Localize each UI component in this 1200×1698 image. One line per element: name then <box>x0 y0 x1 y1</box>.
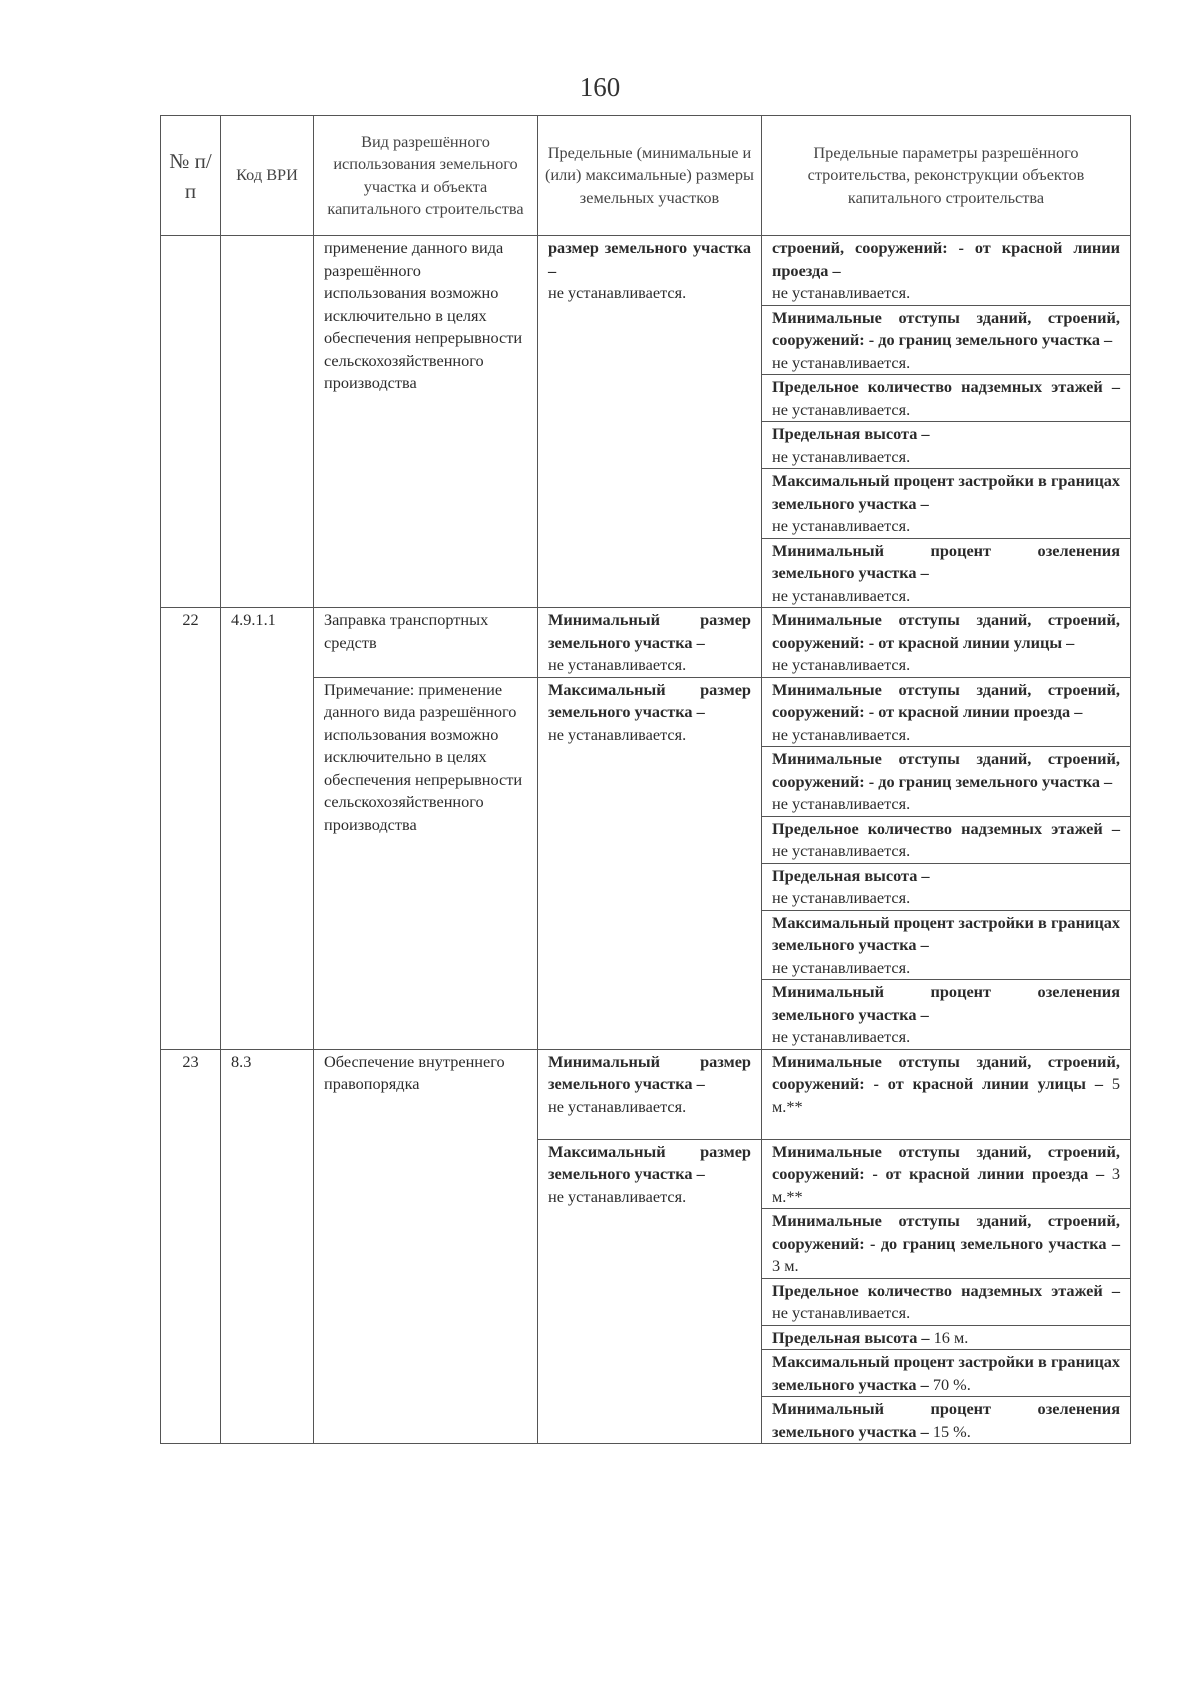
param-label: Предельная высота – <box>772 865 930 885</box>
param-value: 3 м. <box>772 1256 799 1275</box>
table-row <box>161 1049 1131 1139</box>
header-row <box>161 116 1131 236</box>
param-value: не устанавливается. <box>772 399 911 419</box>
param-value: не устанавливается. <box>772 655 911 674</box>
header-params: Предельные параметры разрешённого строительства, реконструкции объектов капитального строительства <box>762 116 1131 236</box>
param-value: не устанавливается. <box>772 724 911 744</box>
cell-param <box>762 1049 1131 1139</box>
cell-size <box>538 236 762 608</box>
param-label: Минимальные отступы зданий, строений, сооружений: - от красной линии улицы – <box>772 1051 1120 1093</box>
param-value: не устанавливается. <box>772 957 911 977</box>
param-label: Минимальные отступы зданий, строений, сооружений: - от красной линии проезда – <box>772 1141 1120 1183</box>
header-sizes: Предельные (минимальные и (или) максимальные) размеры земельных участков <box>538 116 762 236</box>
cell-code: 8.3 <box>221 1049 314 1444</box>
param-label: Минимальные отступы зданий, строений, сооружений: - до границ земельного участка – <box>772 307 1120 349</box>
regulations-table <box>160 115 1131 1444</box>
cell-param <box>762 863 1131 910</box>
cell-param <box>762 747 1131 817</box>
param-label: Предельное количество надземных этажей – <box>772 377 1120 396</box>
cell-note: Примечание: применение данного вида разрешённого использования возможно исключительно в целях обеспечения непрерывности сельскохозяйственного производства <box>314 677 538 1049</box>
header-number: № п/п <box>161 116 221 236</box>
param-label: Максимальный процент застройки в границах земельного участка – <box>772 912 1120 954</box>
cell-param <box>762 1278 1131 1325</box>
cell-param <box>762 816 1131 863</box>
param-value: не устанавливается. <box>772 841 911 860</box>
size-value: не устанавливается. <box>548 724 687 744</box>
param-label: Минимальные отступы зданий, строений, сооружений: - от красной линии улицы – <box>772 610 1120 652</box>
param-label: строений, сооружений: - от красной линии проезда – <box>772 238 1120 280</box>
param-label: Максимальный процент застройки в границах земельного участка – <box>772 1352 1120 1394</box>
cell-size <box>538 1139 762 1444</box>
table-row <box>161 236 1131 306</box>
header-use: Вид разрешённого использования земельного участка и объекта капитального строительства <box>314 116 538 236</box>
cell-param <box>762 1350 1131 1397</box>
cell-code: 4.9.1.1 <box>221 608 314 1050</box>
param-label: Минимальные отступы зданий, строений, сооружений: - от красной линии проезда – <box>772 679 1120 721</box>
param-label: Максимальный процент застройки в границах земельного участка – <box>772 471 1120 513</box>
cell-param <box>762 469 1131 539</box>
param-value: не устанавливается. <box>772 516 911 535</box>
size-label: Минимальный размер земельного участка – <box>548 1051 751 1093</box>
cell-param <box>762 422 1131 469</box>
param-value: 70 %. <box>932 1374 971 1394</box>
cell-use: Заправка транспортных средств <box>314 608 538 678</box>
param-value: не устанавливается. <box>772 1303 911 1322</box>
param-label: Минимальные отступы зданий, строений, сооружений: - до границ земельного участка – <box>772 749 1120 791</box>
param-value: не устанавливается. <box>772 283 911 302</box>
size-label: размер земельного участка – <box>548 238 751 280</box>
param-value: не устанавливается. <box>772 352 911 372</box>
size-value: не устанавливается. <box>548 283 687 302</box>
cell-number: 22 <box>161 608 221 1050</box>
cell-param <box>762 236 1131 306</box>
cell-param <box>762 1325 1131 1350</box>
param-label: Минимальные отступы зданий, строений, сооружений: - до границ земельного участка – <box>772 1211 1120 1253</box>
table-row <box>161 608 1131 678</box>
cell-size <box>538 677 762 1049</box>
size-label: Минимальный размер земельного участка – <box>548 610 751 652</box>
param-value: 3 м.** <box>772 1164 1120 1206</box>
size-label: Максимальный размер земельного участка – <box>548 1141 751 1183</box>
cell-param <box>762 608 1131 678</box>
param-value: не устанавливается. <box>772 585 911 605</box>
param-value: не устанавливается. <box>772 794 911 813</box>
cell-param <box>762 305 1131 375</box>
param-label: Минимальный процент озеленения земельного участка – <box>772 982 1120 1024</box>
param-label: Предельная высота – <box>772 1327 930 1347</box>
param-value: не устанавливается. <box>772 888 911 907</box>
cell-param <box>762 538 1131 608</box>
cell-size <box>538 608 762 678</box>
param-value: 15 %. <box>932 1421 971 1441</box>
size-value: не устанавливается. <box>548 655 687 674</box>
size-value: не устанавливается. <box>548 1186 687 1206</box>
cell-param <box>762 980 1131 1050</box>
size-value: не устанавливается. <box>548 1096 687 1116</box>
param-value: 16 м. <box>933 1327 969 1347</box>
cell-number <box>161 236 221 608</box>
size-label: Максимальный размер земельного участка – <box>548 679 751 721</box>
param-value: не устанавливается. <box>772 1027 911 1046</box>
cell-use: Обеспечение внутреннего правопорядка <box>314 1049 538 1444</box>
cell-param <box>762 1397 1131 1444</box>
param-value: не устанавливается. <box>772 446 911 466</box>
cell-number: 23 <box>161 1049 221 1444</box>
header-code: Код ВРИ <box>221 116 314 236</box>
param-label: Минимальный процент озеленения земельного участка – <box>772 1399 1120 1441</box>
cell-param <box>762 1139 1131 1209</box>
param-label: Минимальный процент озеленения земельного участка – <box>772 540 1120 582</box>
page-number: 160 <box>579 72 621 102</box>
cell-param <box>762 910 1131 980</box>
param-label: Предельная высота – <box>772 424 930 443</box>
cell-param <box>762 677 1131 747</box>
param-label: Предельное количество надземных этажей – <box>772 818 1120 838</box>
cell-param <box>762 1209 1131 1279</box>
cell-param <box>762 375 1131 422</box>
cell-size <box>538 1049 762 1139</box>
param-value: 5 м.** <box>772 1074 1120 1116</box>
cell-code <box>221 236 314 608</box>
cell-use: применение данного вида разрешённого использования возможно исключительно в целях обеспечения непрерывности сельскохозяйственного производства <box>314 236 538 608</box>
param-label: Предельное количество надземных этажей – <box>772 1280 1120 1300</box>
